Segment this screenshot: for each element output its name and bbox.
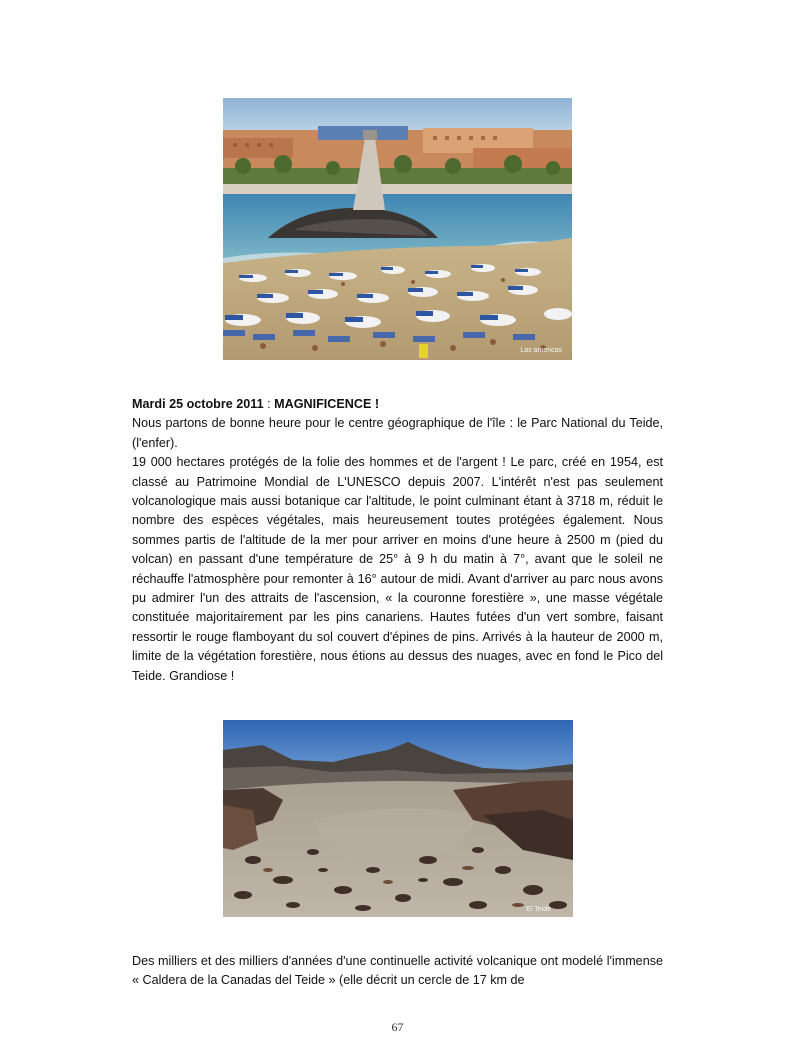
- teide-photo: [223, 720, 573, 917]
- section-body: [132, 395, 663, 686]
- paragraph: Des milliers et des milliers d'années d'une continuelle activité volcanique ont modelé l'immense « Caldera de la Canadas del Teide » (elle décrit un cercle de 17 km de: [132, 954, 663, 988]
- paragraph: 19 000 hectares protégés de la folie des hommes et de l'argent ! Le parc, créé en 1954, est classé au Patrimoine Mondial de L'UNESCO depuis 2007. L'intérêt n'est pas seulement volcanologique mais aussi botanique car l'altitude, le point culminant étant à 3718 m, réduit le nombre des espèces végétales, mais heureusement toutes protégées également. Nous sommes partis de l'altitude de la mer pour arriver en moins d'une heure à 2500 m (pied du volcan) en passant d'une température de 25° à 9 h du matin à 7°, avant que le soleil ne réchauffe l'atmosphère pour remonter à 16° autour de midi. Avant d'arriver au parc nous avons pu admirer l'un des attraits de l'ascension, « la couronne forestière », une masse végétale constituée majoritairement par les pins canariens. Hautes futées d'un vert sombre, faisant ressortir le rouge flamboyant du sol couvert d'épines de pins. Arrivés à la hauteur de 2000 m, limite de la végétation forestière, nous étions au dessus des nuages, avec en fond le Pico del Teide. Grandiose !: [132, 455, 663, 683]
- heading-separator: :: [263, 397, 275, 411]
- photo-caption: El Teide: [526, 906, 551, 913]
- paragraph: Nous partons de bonne heure pour le centre géographique de l'île : le Parc National du Teide, (l'enfer).: [132, 416, 663, 450]
- beach-photo: [223, 98, 572, 360]
- closing-body: [132, 952, 663, 991]
- section-date: Mardi 25 octobre 2011: [132, 397, 264, 411]
- section-heading: [132, 395, 663, 414]
- section-title: MAGNIFICENCE !: [274, 397, 380, 411]
- photo-caption: Las americas: [520, 347, 562, 354]
- page-number: 67: [391, 1020, 404, 1034]
